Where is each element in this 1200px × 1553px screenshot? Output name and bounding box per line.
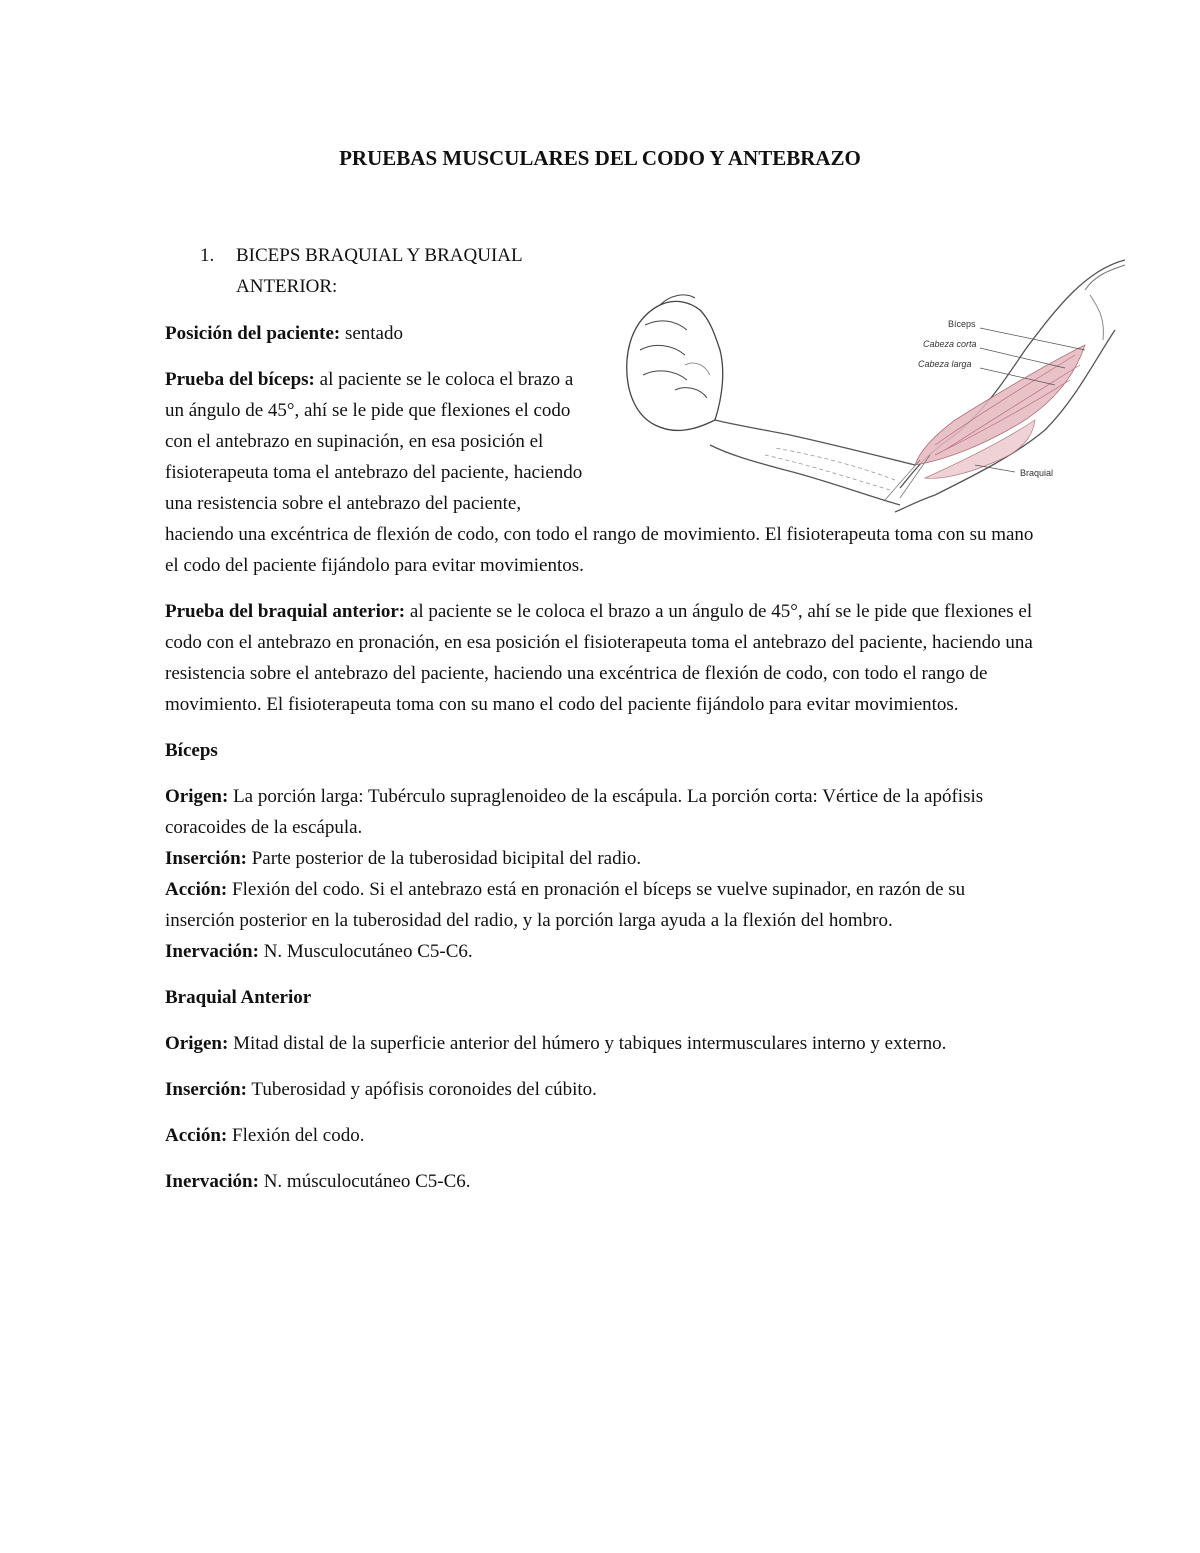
section-heading-text: BICEPS BRAQUIAL Y BRAQUIAL ANTERIOR: xyxy=(236,245,522,297)
figure-label-braquial: Braquial xyxy=(1020,468,1054,478)
braquial-inervacion-text: N. músculocutáneo C5-C6. xyxy=(258,1171,471,1192)
braquial-heading: Braquial Anterior xyxy=(165,987,312,1008)
figure-label-cabeza-corta: Cabeza corta xyxy=(923,339,977,349)
biceps-accion-text: Flexión del codo. Si el antebrazo está en pronación el bíceps se vuelve supinador, en razón de su inserción posterior en la tuberosidad del radio, y la porción larga ayuda a la flexión del hombro. xyxy=(165,879,966,931)
posicion-value: sentado xyxy=(340,323,403,344)
braquial-inervacion xyxy=(165,1166,1035,1197)
braquial-accion-text: Flexión del codo. xyxy=(227,1125,365,1146)
list-number: 1. xyxy=(200,245,215,266)
braquial-insercion-label: Inserción: xyxy=(165,1079,247,1100)
braquial-insercion-text: Tuberosidad y apófisis coronoides del cúbito. xyxy=(246,1079,597,1100)
braquial-inervacion-label: Inervación: xyxy=(165,1171,259,1192)
biceps-insercion-text: Parte posterior de la tuberosidad bicipital del radio. xyxy=(246,848,642,869)
figure-label-biceps: Bíceps xyxy=(948,319,976,329)
section-heading-1 xyxy=(165,240,530,302)
biceps-accion xyxy=(165,874,1035,936)
page-title: PRUEBAS MUSCULARES DEL CODO Y ANTEBRAZO xyxy=(339,146,861,170)
braquial-origen-text: Mitad distal de la superficie anterior del húmero y tabiques intermusculares interno y externo. xyxy=(228,1033,947,1054)
biceps-origen-text: La porción larga: Tubérculo supraglenoideo de la escápula. La porción corta: Vértice de la apófisis coracoides de la escápula. xyxy=(165,786,984,838)
prueba-biceps-text: al paciente se le coloca el brazo a un ángulo de 45°, ahí se le pide que flexiones el codo con el antebrazo en supinación, en esa posición el fisioterapeuta toma el antebrazo del paciente, haciendo una resistencia sobre el antebrazo del paciente, xyxy=(165,369,583,514)
biceps-insercion-label: Inserción: xyxy=(165,848,247,869)
biceps-inervacion-text: N. Musculocutáneo C5-C6. xyxy=(258,941,473,962)
figure-label-cabeza-larga: Cabeza larga xyxy=(918,359,972,369)
braquial-insercion xyxy=(165,1074,1035,1105)
document-body xyxy=(165,240,1035,1212)
biceps-inervacion xyxy=(165,936,1035,967)
braquial-origen xyxy=(165,1028,1035,1059)
prueba-braquial-label: Prueba del braquial anterior: xyxy=(165,601,406,622)
biceps-origen-label: Origen: xyxy=(165,786,229,807)
posicion-label: Posición del paciente: xyxy=(165,323,341,344)
biceps-origen xyxy=(165,781,1035,843)
posicion-paciente xyxy=(165,318,1035,349)
prueba-biceps-label: Prueba del bíceps: xyxy=(165,369,315,390)
prueba-biceps-wrapped xyxy=(165,364,595,519)
prueba-braquial xyxy=(165,596,1035,720)
braquial-accion-label: Acción: xyxy=(165,1125,228,1146)
biceps-inervacion-label: Inervación: xyxy=(165,941,259,962)
prueba-braquial-text: al paciente se le coloca el brazo a un ángulo de 45°, ahí se le pide que flexiones el codo con el antebrazo en pronación, en esa posición el fisioterapeuta toma el antebrazo del paciente, haciendo una resistencia sobre el antebrazo del paciente, haciendo una excéntrica de flexión de codo, con todo el rango de movimiento. El fisioterapeuta toma con su mano el codo del paciente fijándolo para evitar movimientos. xyxy=(165,601,1033,715)
prueba-biceps-continued: haciendo una excéntrica de flexión de codo, con todo el rango de movimiento. El fisioterapeuta toma con su mano el codo del paciente fijándolo para evitar movimientos. xyxy=(165,524,1034,576)
braquial-origen-label: Origen: xyxy=(165,1033,229,1054)
biceps-accion-label: Acción: xyxy=(165,879,228,900)
braquial-accion xyxy=(165,1120,1035,1151)
biceps-heading: Bíceps xyxy=(165,740,218,761)
biceps-insercion xyxy=(165,843,1035,874)
